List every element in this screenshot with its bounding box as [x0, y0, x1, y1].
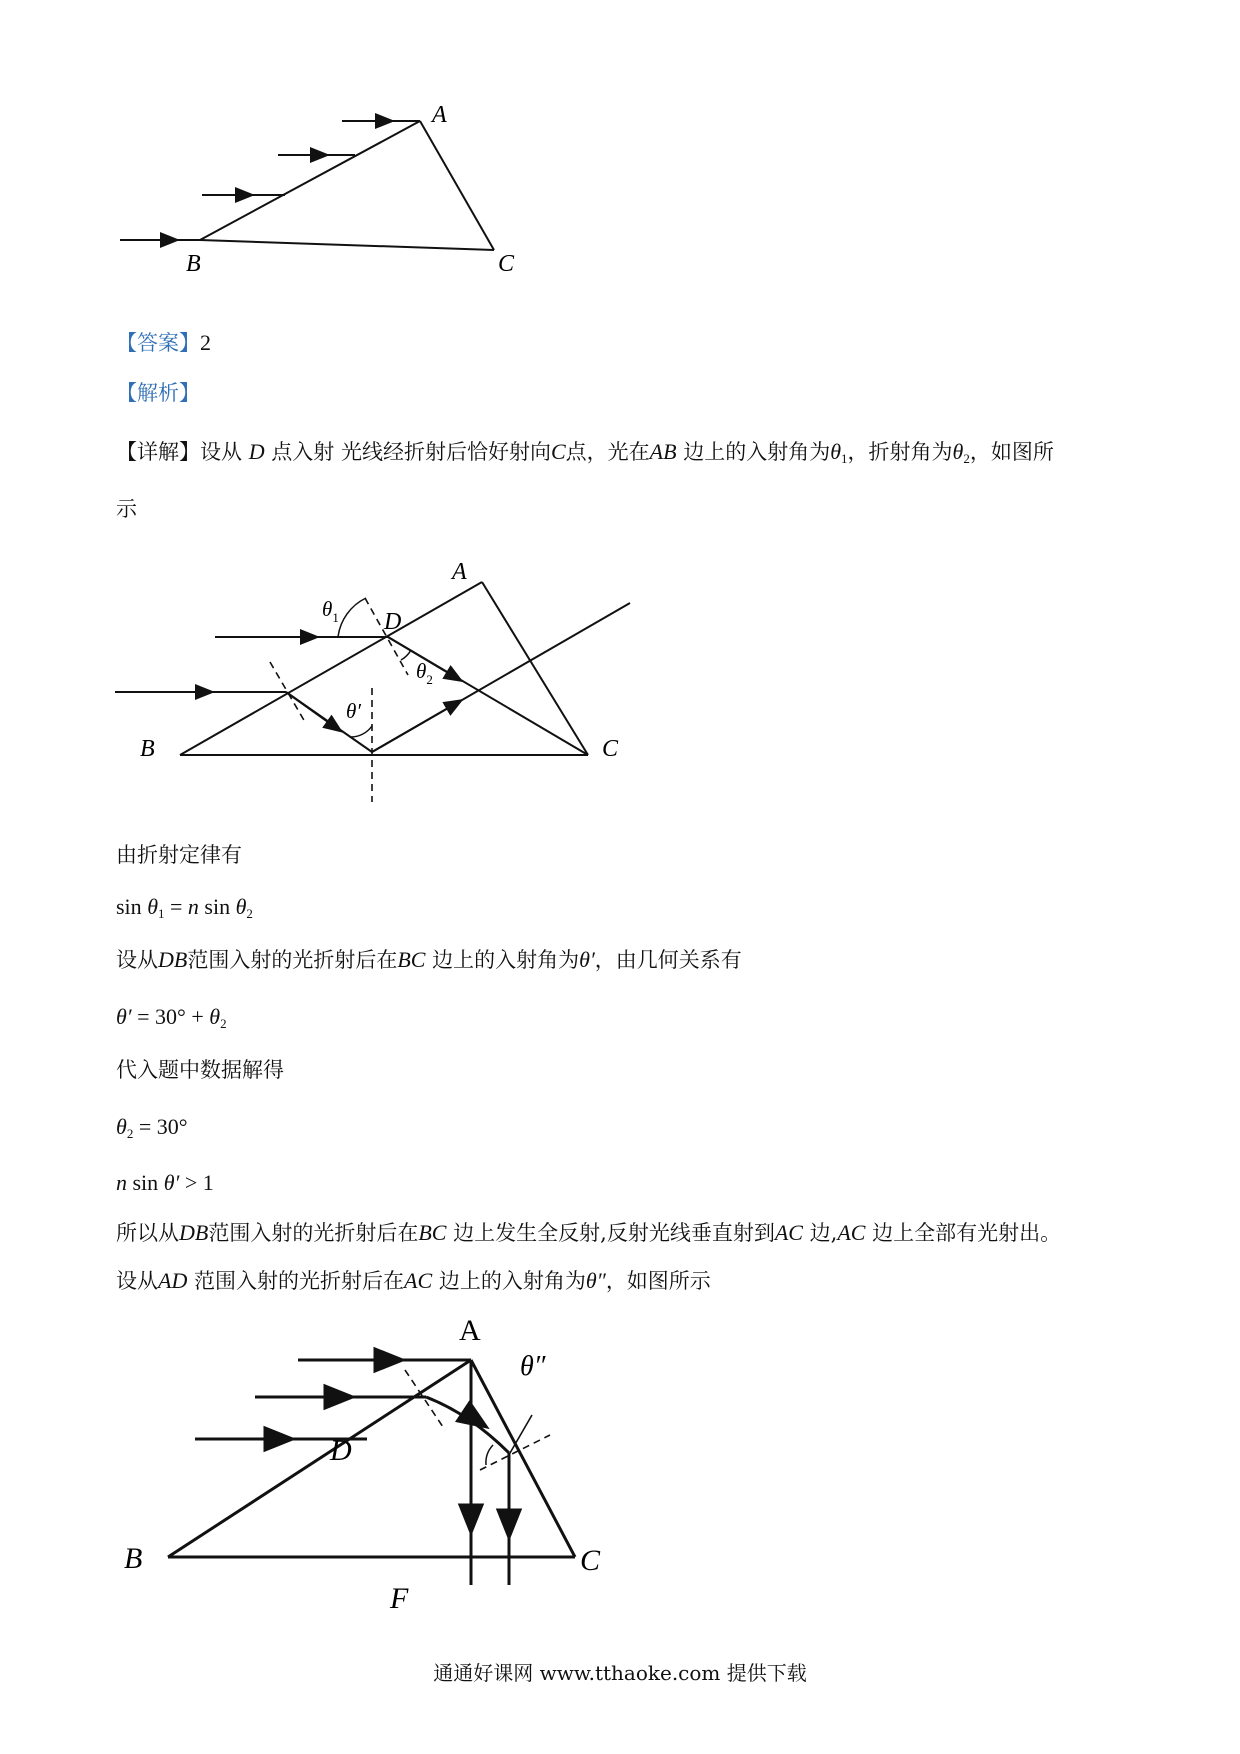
vertex-label-b: B [186, 251, 201, 277]
math-d: D [248, 439, 265, 464]
light-rays [115, 603, 630, 755]
analysis-tag: 【解析】 [116, 381, 200, 405]
analysis-line [116, 378, 200, 408]
figure-3-ad-refraction-diagram [120, 1310, 640, 1610]
text-refraction-law: 由折射定律有 [116, 843, 242, 867]
point-label-d: D [330, 1434, 352, 1467]
text-ad-incidence: 设从AD 范围入射的光折射后在AC 边上的入射角为θ″，如图所示 [116, 1268, 711, 1293]
triangle-abc [168, 1360, 575, 1557]
vertex-label-a: A [452, 559, 467, 585]
detail-line-1 [116, 437, 1054, 474]
equation-geometry: $\theta' = 30^\circ + \theta_2$ [116, 1004, 227, 1031]
detail-tag: 【详解】 [116, 440, 200, 464]
angle-arc [486, 1445, 493, 1465]
vertex-label-c: C [580, 1544, 601, 1577]
text-substitute: 代入题中数据解得 [116, 1058, 284, 1082]
answer-line [116, 328, 211, 358]
point-label-d: D [384, 609, 402, 635]
vertex-label-a: A [459, 1314, 481, 1347]
incident-rays [120, 121, 420, 240]
math-theta: θ [952, 439, 964, 464]
equation-total-reflection: n sin θ′ > 1 [116, 1170, 214, 1195]
vertex-label-c: C [602, 736, 619, 762]
angle-label-theta-double-prime: θ″ [520, 1351, 546, 1382]
math-sub: 1 [841, 451, 848, 466]
detail-text: 边上的入射角为 [683, 440, 831, 464]
equation-theta2: $\theta_2 = 30^\circ$ [116, 1114, 188, 1141]
text-db-incidence: 设从DB范围入射的光折射后在BC 边上的入射角为θ′，由几何关系有 [116, 947, 742, 972]
detail-text: 设从 [200, 440, 242, 464]
angle-label-theta2: $\theta_2$ [416, 659, 433, 687]
detail-line-2: 示 [116, 497, 137, 521]
math-c: C [550, 439, 566, 464]
triangle-abc [200, 121, 494, 250]
math-sub: 2 [963, 451, 970, 466]
light-rays [195, 1360, 509, 1585]
vertex-label-b: B [124, 1542, 143, 1575]
answer-tag: 【答案】 [116, 331, 200, 355]
point-label-f: F [390, 1582, 409, 1610]
detail-text: ，折射角为 [847, 440, 953, 464]
math-ab: AB [649, 439, 677, 464]
vertex-label-a: A [432, 102, 447, 128]
detail-text: ，如图所 [969, 440, 1054, 464]
vertex-label-b: B [140, 736, 155, 762]
figure-2-refraction-diagram [110, 540, 650, 815]
normal-solid [510, 1415, 532, 1453]
angle-label-theta1: $\theta_1$ [322, 597, 339, 625]
vertex-label-c: C [498, 251, 515, 277]
math-theta: θ [830, 439, 842, 464]
page-footer: 通通好课网 www.tthaoke.com 提供下载 [433, 1661, 807, 1685]
triangle-abc [180, 582, 588, 755]
answer-value: 2 [200, 330, 211, 355]
figure-1-triangle-diagram [110, 100, 550, 290]
angle-label-theta-prime: θ′ [346, 699, 361, 723]
equation-snell: $\sin \theta_1 = n$ $\sin \theta_2$ [116, 894, 253, 921]
detail-text: 点，光在 [565, 440, 650, 464]
text-total-reflection-conclusion: 所以从DB范围入射的光折射后在BC 边上发生全反射,反射光线垂直射到AC 边,AC 边上全部有光射出。 [116, 1220, 1062, 1245]
detail-text: 点入射 光线经折射后恰好射向 [271, 440, 551, 464]
